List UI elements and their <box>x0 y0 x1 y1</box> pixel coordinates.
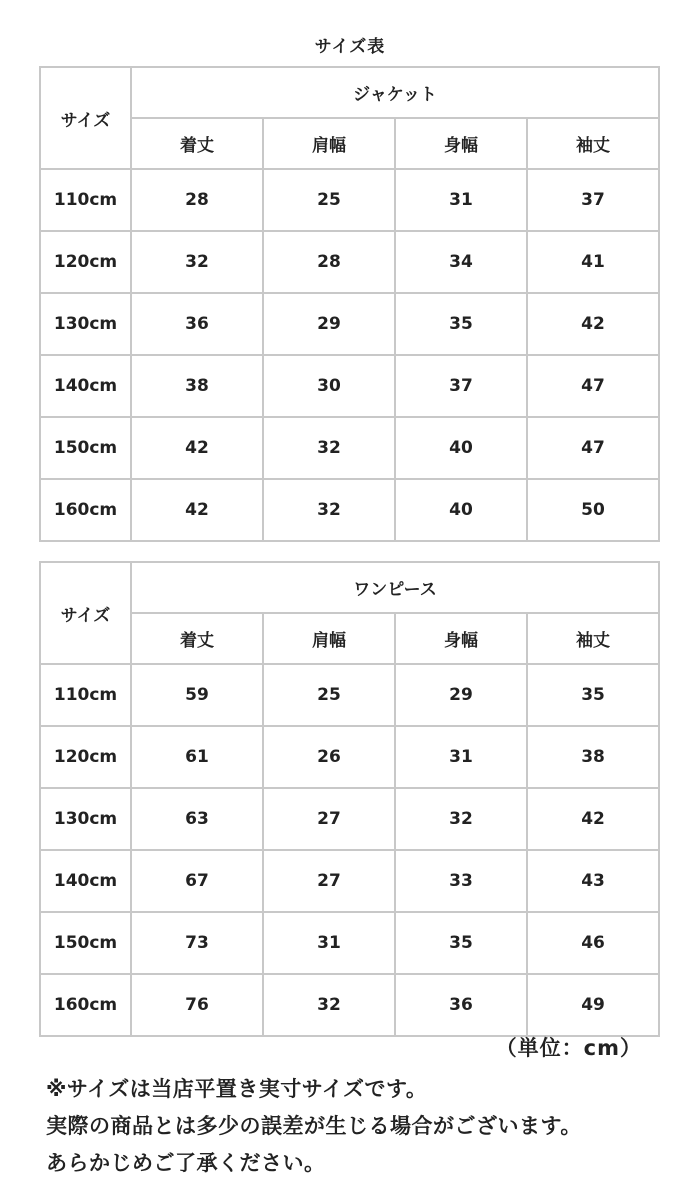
value-cell: 36 <box>395 974 527 1036</box>
size-cell: 160cm <box>40 479 131 541</box>
column-header: 袖丈 <box>527 613 659 664</box>
value-cell: 32 <box>131 231 263 293</box>
size-cell: 150cm <box>40 417 131 479</box>
size-cell: 120cm <box>40 726 131 788</box>
note-line: 実際の商品とは多少の誤差が生じる場合がございます。 <box>46 1114 582 1138</box>
value-cell: 37 <box>395 355 527 417</box>
value-cell: 76 <box>131 974 263 1036</box>
table-row <box>40 355 659 417</box>
value-cell: 42 <box>131 479 263 541</box>
table-row <box>40 664 659 726</box>
table-row <box>40 974 659 1036</box>
value-cell: 35 <box>395 293 527 355</box>
value-cell: 34 <box>395 231 527 293</box>
value-cell: 32 <box>263 479 395 541</box>
value-cell: 49 <box>527 974 659 1036</box>
table-row <box>40 169 659 231</box>
note-line: ※サイズは当店平置き実寸サイズです。 <box>46 1077 428 1101</box>
value-cell: 40 <box>395 417 527 479</box>
value-cell: 25 <box>263 664 395 726</box>
value-cell: 29 <box>263 293 395 355</box>
size-cell: 150cm <box>40 912 131 974</box>
value-cell: 63 <box>131 788 263 850</box>
value-cell: 37 <box>527 169 659 231</box>
value-cell: 32 <box>395 788 527 850</box>
size-cell: 160cm <box>40 974 131 1036</box>
size-cell: 140cm <box>40 355 131 417</box>
value-cell: 25 <box>263 169 395 231</box>
value-cell: 42 <box>131 417 263 479</box>
value-cell: 67 <box>131 850 263 912</box>
value-cell: 40 <box>395 479 527 541</box>
value-cell: 35 <box>395 912 527 974</box>
value-cell: 32 <box>263 417 395 479</box>
column-header: 身幅 <box>395 613 527 664</box>
value-cell: 31 <box>263 912 395 974</box>
value-cell: 47 <box>527 417 659 479</box>
size-cell: 110cm <box>40 664 131 726</box>
section-header-jacket: ジャケット <box>131 67 659 118</box>
value-cell: 28 <box>263 231 395 293</box>
size-cell: 130cm <box>40 293 131 355</box>
value-cell: 27 <box>263 788 395 850</box>
value-cell: 27 <box>263 850 395 912</box>
table-row <box>40 293 659 355</box>
value-cell: 30 <box>263 355 395 417</box>
value-cell: 47 <box>527 355 659 417</box>
jacket-size-table <box>39 66 660 542</box>
value-cell: 46 <box>527 912 659 974</box>
section-header-onepiece: ワンピース <box>131 562 659 613</box>
value-cell: 29 <box>395 664 527 726</box>
value-cell: 38 <box>131 355 263 417</box>
unit-note: （単位：cm） <box>495 1036 642 1060</box>
size-header: サイズ <box>40 67 131 169</box>
onepiece-size-table <box>39 561 660 1037</box>
page-title: サイズ表 <box>314 37 386 57</box>
value-cell: 36 <box>131 293 263 355</box>
column-header: 着丈 <box>131 613 263 664</box>
table-row <box>40 788 659 850</box>
size-cell: 130cm <box>40 788 131 850</box>
value-cell: 42 <box>527 293 659 355</box>
value-cell: 38 <box>527 726 659 788</box>
value-cell: 59 <box>131 664 263 726</box>
value-cell: 61 <box>131 726 263 788</box>
notes <box>46 1071 686 1182</box>
column-header: 身幅 <box>395 118 527 169</box>
value-cell: 31 <box>395 169 527 231</box>
size-header: サイズ <box>40 562 131 664</box>
value-cell: 50 <box>527 479 659 541</box>
size-cell: 140cm <box>40 850 131 912</box>
value-cell: 41 <box>527 231 659 293</box>
value-cell: 33 <box>395 850 527 912</box>
value-cell: 35 <box>527 664 659 726</box>
table-row <box>40 726 659 788</box>
table-row <box>40 912 659 974</box>
column-header: 着丈 <box>131 118 263 169</box>
value-cell: 26 <box>263 726 395 788</box>
table-row <box>40 417 659 479</box>
value-cell: 43 <box>527 850 659 912</box>
table-row <box>40 479 659 541</box>
table-row <box>40 850 659 912</box>
column-header: 肩幅 <box>263 118 395 169</box>
value-cell: 32 <box>263 974 395 1036</box>
column-header: 袖丈 <box>527 118 659 169</box>
table-row <box>40 231 659 293</box>
size-cell: 110cm <box>40 169 131 231</box>
value-cell: 28 <box>131 169 263 231</box>
value-cell: 42 <box>527 788 659 850</box>
column-header: 肩幅 <box>263 613 395 664</box>
size-cell: 120cm <box>40 231 131 293</box>
value-cell: 31 <box>395 726 527 788</box>
value-cell: 73 <box>131 912 263 974</box>
note-line: あらかじめご了承ください。 <box>46 1151 326 1175</box>
